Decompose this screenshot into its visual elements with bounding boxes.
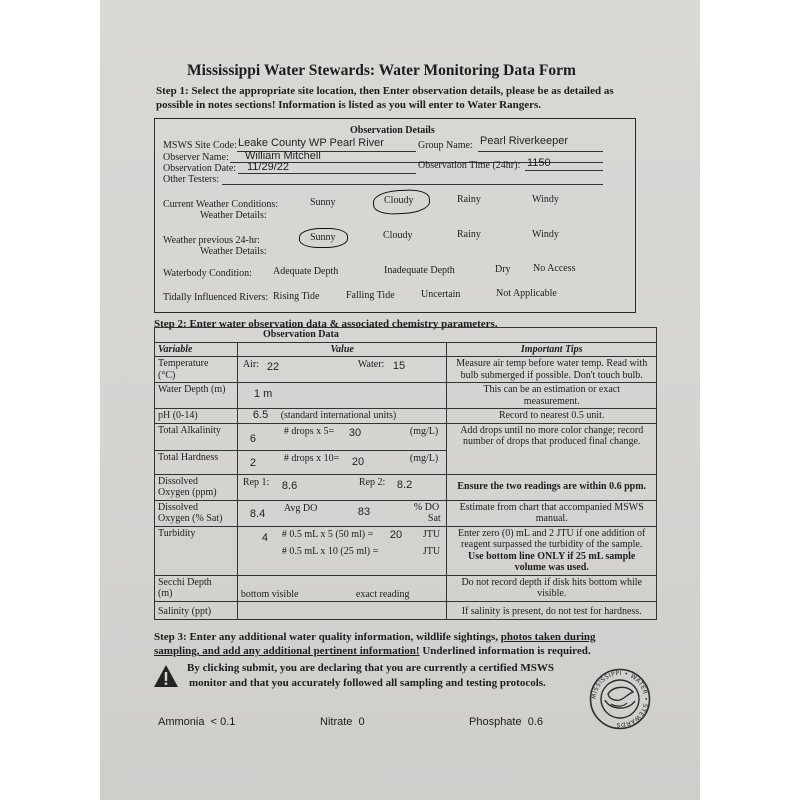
secchi-bottom-visible[interactable]: bottom visible [240, 588, 299, 600]
rep2-label: Rep 2: [358, 476, 386, 488]
col-value: Value [237, 342, 447, 357]
hardness-result[interactable]: 20 [351, 455, 365, 468]
group-name-line [478, 151, 603, 152]
turbidity-line-1: # 0.5 mL x 5 (50 ml) = [281, 528, 374, 540]
do-ppm-tip: Ensure the two readings are within 0.6 ppm. [447, 474, 657, 500]
ph-value-cell[interactable] [237, 409, 447, 424]
turbidity-line-1-value[interactable]: 20 [389, 528, 403, 541]
previous-weather-windy[interactable]: Windy [532, 229, 559, 240]
previous-weather-details-label: Weather Details: [200, 246, 267, 257]
alkalinity-unit: (mg/L) [409, 425, 439, 437]
hardness-label: Total Hardness [155, 450, 238, 474]
turbidity-line-2: # 0.5 mL x 10 (25 ml) = [281, 545, 379, 557]
previous-weather-rainy[interactable]: Rainy [457, 229, 481, 240]
ph-tip: Record to nearest 0.5 unit. [447, 409, 657, 424]
rep2-value[interactable]: 8.2 [396, 478, 413, 491]
observation-time-value[interactable]: 1150 [527, 157, 551, 169]
table-row-salinity [155, 601, 657, 619]
water-depth-value-cell[interactable] [237, 383, 447, 409]
water-depth-label: Water Depth (m) [155, 383, 238, 409]
group-name-value[interactable]: Pearl Riverkeeper [480, 135, 569, 147]
do-sat-tip-2: manual. [535, 513, 568, 524]
ammonia-value[interactable]: < 0.1 [210, 716, 236, 728]
temperature-value-cell[interactable] [237, 357, 447, 383]
observation-date-value[interactable]: 11/29/22 [247, 161, 290, 173]
declaration-line-2: monitor and that you accurately followed all sampling and testing protocols. [189, 677, 546, 689]
water-depth-tip-1: This can be an estimation or exact [483, 384, 621, 395]
site-code-value[interactable]: Leake County WP Pearl River [238, 137, 384, 149]
previous-weather-selection-circle [299, 228, 348, 248]
water-label: Water: [357, 359, 385, 370]
current-weather-details-label: Weather Details: [200, 210, 267, 221]
water-value[interactable]: 15 [392, 360, 406, 372]
do-sat-label-2: Oxygen (% Sat) [158, 513, 223, 524]
table-row-alkalinity [155, 423, 657, 450]
previous-weather-sunny[interactable]: Sunny [310, 232, 336, 243]
secchi-exact-reading[interactable]: exact reading [355, 588, 410, 600]
secchi-label-2: (m) [158, 588, 173, 599]
rep1-label: Rep 1: [242, 476, 270, 488]
do-sat-value-cell[interactable] [237, 500, 447, 526]
secchi-label-1: Secchi Depth [158, 576, 212, 588]
observation-data-heading: Observation Data [155, 328, 447, 343]
tidal-not-applicable[interactable]: Not Applicable [496, 288, 557, 299]
site-code-label: MSWS Site Code: [163, 140, 237, 151]
alkalinity-tip-1: Add drops until no more color change; record [460, 424, 644, 436]
current-weather-cloudy[interactable]: Cloudy [384, 195, 414, 206]
current-weather-windy[interactable]: Windy [532, 194, 559, 205]
alkalinity-value-cell[interactable] [237, 423, 447, 450]
hardness-drops[interactable]: 2 [249, 456, 257, 469]
turbidity-tip-2: reagent surpassed the turbidity of the sample. [461, 539, 643, 550]
step3-underlined-1: photos taken during [500, 631, 596, 643]
current-weather-sunny[interactable]: Sunny [310, 197, 336, 208]
alkalinity-result[interactable]: 30 [348, 426, 362, 439]
paper-form [100, 0, 700, 800]
alkalinity-formula: # drops x 5= [283, 425, 335, 437]
warning-icon [153, 664, 179, 688]
step3-line2 [154, 644, 591, 658]
tidal-label: Tidally Influenced Rivers: [163, 292, 269, 303]
air-value[interactable]: 22 [266, 361, 280, 373]
air-label: Air: [242, 359, 260, 370]
declaration-line-1: By clicking submit, you are declaring that you are currently a certified MSWS [187, 662, 554, 674]
step3-suffix: Underlined information is required. [419, 645, 591, 657]
water-depth-tip-2: measurement. [523, 395, 580, 407]
tidal-rising[interactable]: Rising Tide [273, 291, 320, 302]
ph-label: pH (0-14) [155, 409, 238, 424]
other-testers-label: Other Testers: [163, 174, 220, 185]
turbidity-label: Turbidity [155, 526, 238, 575]
ammonia-label: Ammonia [158, 716, 205, 728]
table-row-turbidity [155, 526, 657, 575]
mississippi-water-stewards-seal [589, 668, 651, 730]
observation-time-line [525, 170, 603, 171]
alkalinity-drops[interactable]: 6 [249, 432, 257, 445]
step3-line1 [154, 630, 596, 644]
water-depth-value[interactable]: 1 m [253, 388, 273, 400]
table-row-do-sat [155, 500, 657, 526]
salinity-tip: If salinity is present, do not test for hardness. [447, 601, 657, 619]
form-title: Mississippi Water Stewards: Water Monitoring Data Form [187, 62, 576, 79]
nitrate-result[interactable] [320, 716, 365, 728]
do-ppm-value-cell[interactable] [237, 474, 447, 500]
waterbody-no-access[interactable]: No Access [533, 263, 576, 274]
ph-value[interactable]: 6.5 [252, 409, 269, 421]
secchi-value-cell[interactable] [237, 575, 447, 601]
table-header-row [155, 342, 657, 357]
secchi-tip-2: visible. [537, 588, 567, 599]
temperature-unit: (°C) [158, 369, 176, 381]
turbidity-value[interactable]: 4 [261, 531, 269, 544]
previous-weather-label: Weather previous 24-hr: [163, 235, 260, 246]
do-ppm-label-2: Oxygen (ppm) [158, 487, 217, 498]
observation-details-heading: Observation Details [350, 125, 435, 136]
do-sat-percent[interactable]: 83 [357, 505, 371, 518]
secchi-tip-1: Do not record depth if disk hits bottom while [461, 576, 642, 588]
step1-line1: Step 1: Select the appropriate site location, then Enter observation details, please be as detailed as [156, 85, 614, 97]
other-testers-line [222, 184, 603, 185]
waterbody-dry[interactable]: Dry [495, 264, 511, 275]
turbidity-tip-1: Enter zero (0) mL and 2 JTU if one addition of [458, 527, 646, 539]
observation-date-line [238, 173, 416, 174]
step3-prefix: Step 3: Enter any additional water quality information, wildlife sightings, [154, 631, 501, 643]
waterbody-label: Waterbody Condition: [163, 268, 252, 279]
turbidity-tip-3: Use bottom line ONLY if 25 mL sample [468, 550, 636, 562]
col-tips: Important Tips [447, 342, 657, 357]
salinity-label: Salinity (ppt) [155, 601, 238, 619]
do-sat-label-1: Dissolved [158, 501, 198, 513]
observation-time-label: Observation Time (24hr): [418, 160, 521, 171]
current-weather-rainy[interactable]: Rainy [457, 194, 481, 205]
phosphate-value[interactable]: 0.6 [527, 716, 544, 728]
temperature-label: Temperature [158, 358, 209, 369]
observer-name-label: Observer Name: [163, 152, 229, 163]
table-row-water-depth [155, 383, 657, 409]
temperature-tip-2: bulb submerged if possible. Don't touch bulb. [460, 369, 643, 381]
waterbody-adequate[interactable]: Adequate Depth [273, 266, 339, 277]
group-name-label: Group Name: [418, 140, 473, 151]
do-sat-tip-1: Estimate from chart that accompanied MSWS [459, 501, 644, 513]
salinity-value-cell[interactable] [237, 601, 447, 619]
step2-heading: Step 2: Enter water observation data & associated chemistry parameters. [154, 318, 498, 330]
turbidity-line-2-unit: JTU [422, 545, 441, 557]
ph-unit: (standard international units) [280, 410, 397, 421]
tidal-falling[interactable]: Falling Tide [346, 290, 395, 301]
table-row-do-ppm [155, 474, 657, 500]
alkalinity-label: Total Alkalinity [155, 423, 238, 450]
phosphate-result[interactable] [469, 716, 543, 728]
table-row-ph [155, 409, 657, 424]
current-weather-label: Current Weather Conditions: [163, 199, 279, 210]
do-sat-value[interactable]: 8.4 [249, 507, 266, 520]
nitrate-value[interactable]: 0 [358, 716, 365, 728]
nitrate-label: Nitrate [320, 716, 353, 728]
step3-underlined-2: sampling, and add any additional pertinent information! [154, 645, 420, 657]
temperature-tip-1: Measure air temp before water temp. Read with [456, 358, 648, 369]
do-ppm-label-1: Dissolved [158, 475, 198, 487]
turbidity-tip-4: volume was used. [514, 562, 589, 573]
tidal-uncertain[interactable]: Uncertain [421, 289, 461, 300]
previous-weather-cloudy[interactable]: Cloudy [383, 230, 413, 241]
observation-data-table [154, 327, 657, 620]
observer-name-value[interactable]: William Mitchell [245, 150, 321, 162]
do-sat-unit-2: Sat [427, 512, 441, 524]
step1-line2: possible in notes sections! Information is listed as you will enter to Water Rangers. [156, 99, 542, 111]
table-row-secchi [155, 575, 657, 601]
waterbody-inadequate[interactable]: Inadequate Depth [384, 265, 455, 276]
observation-date-label: Observation Date: [163, 163, 237, 174]
table-title-row [155, 328, 657, 343]
turbidity-line-1-unit: JTU [422, 528, 441, 540]
avg-do-label: Avg DO [283, 502, 318, 514]
rep1-value[interactable]: 8.6 [281, 479, 298, 492]
hardness-unit: (mg/L) [409, 452, 439, 464]
alkalinity-tip-2: number of drops that produced final change. [462, 436, 641, 447]
turbidity-value-cell[interactable] [237, 526, 447, 575]
col-variable: Variable [155, 342, 238, 357]
seal-text: MISSISSIPPI • WATER • STEWARDS [590, 669, 650, 729]
table-row-temperature [155, 357, 657, 383]
ammonia-result[interactable] [158, 716, 235, 728]
hardness-formula: # drops x 10= [283, 452, 340, 464]
hardness-value-cell[interactable] [237, 450, 447, 474]
phosphate-label: Phosphate [469, 716, 522, 728]
do-sat-unit-1: % DO [413, 501, 440, 513]
